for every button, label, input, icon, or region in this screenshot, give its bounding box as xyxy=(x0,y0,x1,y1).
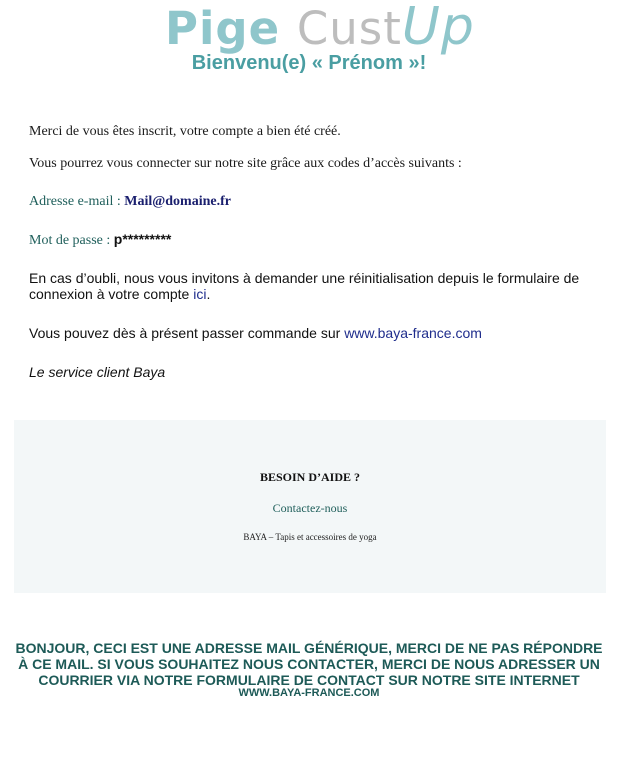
signature: Le service client Baya xyxy=(29,364,166,380)
email-label: Adresse e-mail : xyxy=(29,194,125,209)
notice-website-url: WWW.BAYA-FRANCE.COM xyxy=(238,687,380,699)
email-value: Mail@domaine.fr xyxy=(124,194,231,209)
welcome-heading: Bienvenu(e) « Prénom »! xyxy=(191,52,427,74)
order-paragraph xyxy=(29,325,599,341)
logo-part-pige: Pige xyxy=(165,2,281,55)
forgot-paragraph xyxy=(29,270,599,302)
website-link[interactable]: www.baya-france.com xyxy=(344,325,482,341)
forgot-end: . xyxy=(206,286,211,302)
order-text: Vous pouvez dès à présent passer commande sur xyxy=(29,325,345,341)
forgot-text: En cas d’oubli, nous vous invitons à demander une réinitialisation depuis le formulaire de connexion à votre compte xyxy=(29,270,580,302)
footer-tagline: BAYA – Tapis et accessoires de yoga xyxy=(243,532,377,542)
help-title: BESOIN D’AIDE ? xyxy=(259,470,361,484)
password-row xyxy=(29,231,599,249)
logo-part-up: Up xyxy=(401,0,475,57)
contact-link[interactable]: Contactez-nous xyxy=(272,501,348,515)
help-footer xyxy=(14,420,606,593)
reset-link[interactable]: ici xyxy=(193,286,207,302)
password-label: Mot de passe : xyxy=(29,233,114,248)
password-value: p********* xyxy=(113,231,172,247)
intro-line-2: Vous pourrez vous connecter sur notre site grâce aux codes d’accès suivants : xyxy=(29,156,462,171)
logo-part-cust: Cust xyxy=(296,2,402,55)
intro-line-1: Merci de vous êtes inscrit, votre compte a bien été créé. xyxy=(29,124,341,139)
no-reply-notice: BONJOUR, CECI EST UNE ADRESSE MAIL GÉNÉRIQUE, MERCI DE NE PAS RÉPONDRE À CE MAIL. SI VOUS SOUHAITEZ NOUS CONTACTER, MERCI DE NOUS ADRESSER UN COURRIER VIA NOTRE FORMULAIRE DE CONTACT SUR NOTRE SITE INTERNET xyxy=(15,640,603,688)
email-row xyxy=(29,194,599,210)
